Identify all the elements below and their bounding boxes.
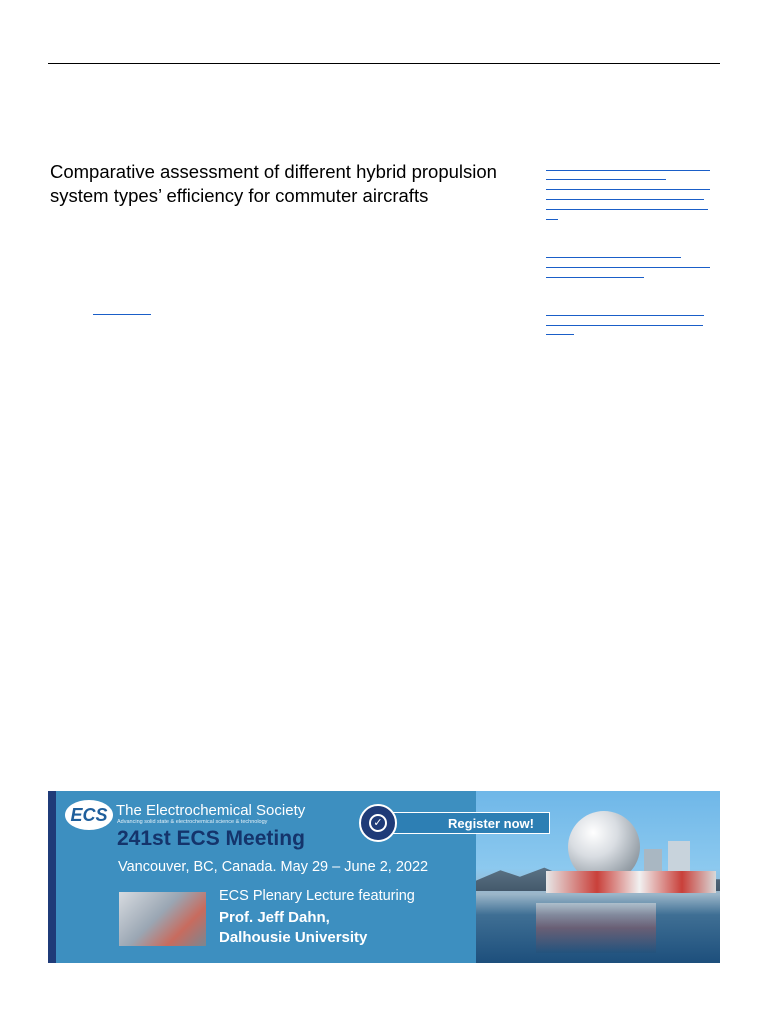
speaker-name: Prof. Jeff Dahn, [219,909,330,926]
society-tagline: Advancing solid state & electrochemical science & technology [117,819,268,825]
top-rule [48,63,720,64]
building [546,871,716,893]
check-icon: ✓ [369,814,387,832]
related-link[interactable] [546,219,558,220]
water-reflection [536,903,656,953]
banner-stripe [48,791,56,963]
ecs-logo: ECS [65,800,113,830]
meeting-location: Vancouver, BC, Canada. May 29 – June 2, 2022 [118,859,429,875]
related-link[interactable] [546,209,708,210]
related-link[interactable] [546,179,666,180]
society-name: The Electrochemical Society [116,802,306,819]
related-link[interactable] [546,315,704,316]
ecs-meeting-banner[interactable] [48,791,720,963]
plenary-label: ECS Plenary Lecture featuring [219,888,415,904]
related-link[interactable] [546,189,710,190]
article-title: Comparative assessment of different hybrid propulsion system types’ efficiency for commuter aircrafts [50,161,497,206]
related-link[interactable] [546,199,704,200]
check-badge [359,804,397,842]
related-link[interactable] [546,257,681,258]
speaker-photo [119,892,206,946]
related-link[interactable] [546,325,703,326]
related-link[interactable] [546,267,710,268]
meeting-title: 241st ECS Meeting [117,827,305,850]
related-link[interactable] [546,170,710,171]
author-link[interactable] [93,314,151,315]
speaker-org: Dalhousie University [219,929,368,946]
related-link[interactable] [546,277,644,278]
related-link[interactable] [546,334,574,335]
register-button[interactable]: Register now! [392,812,550,834]
